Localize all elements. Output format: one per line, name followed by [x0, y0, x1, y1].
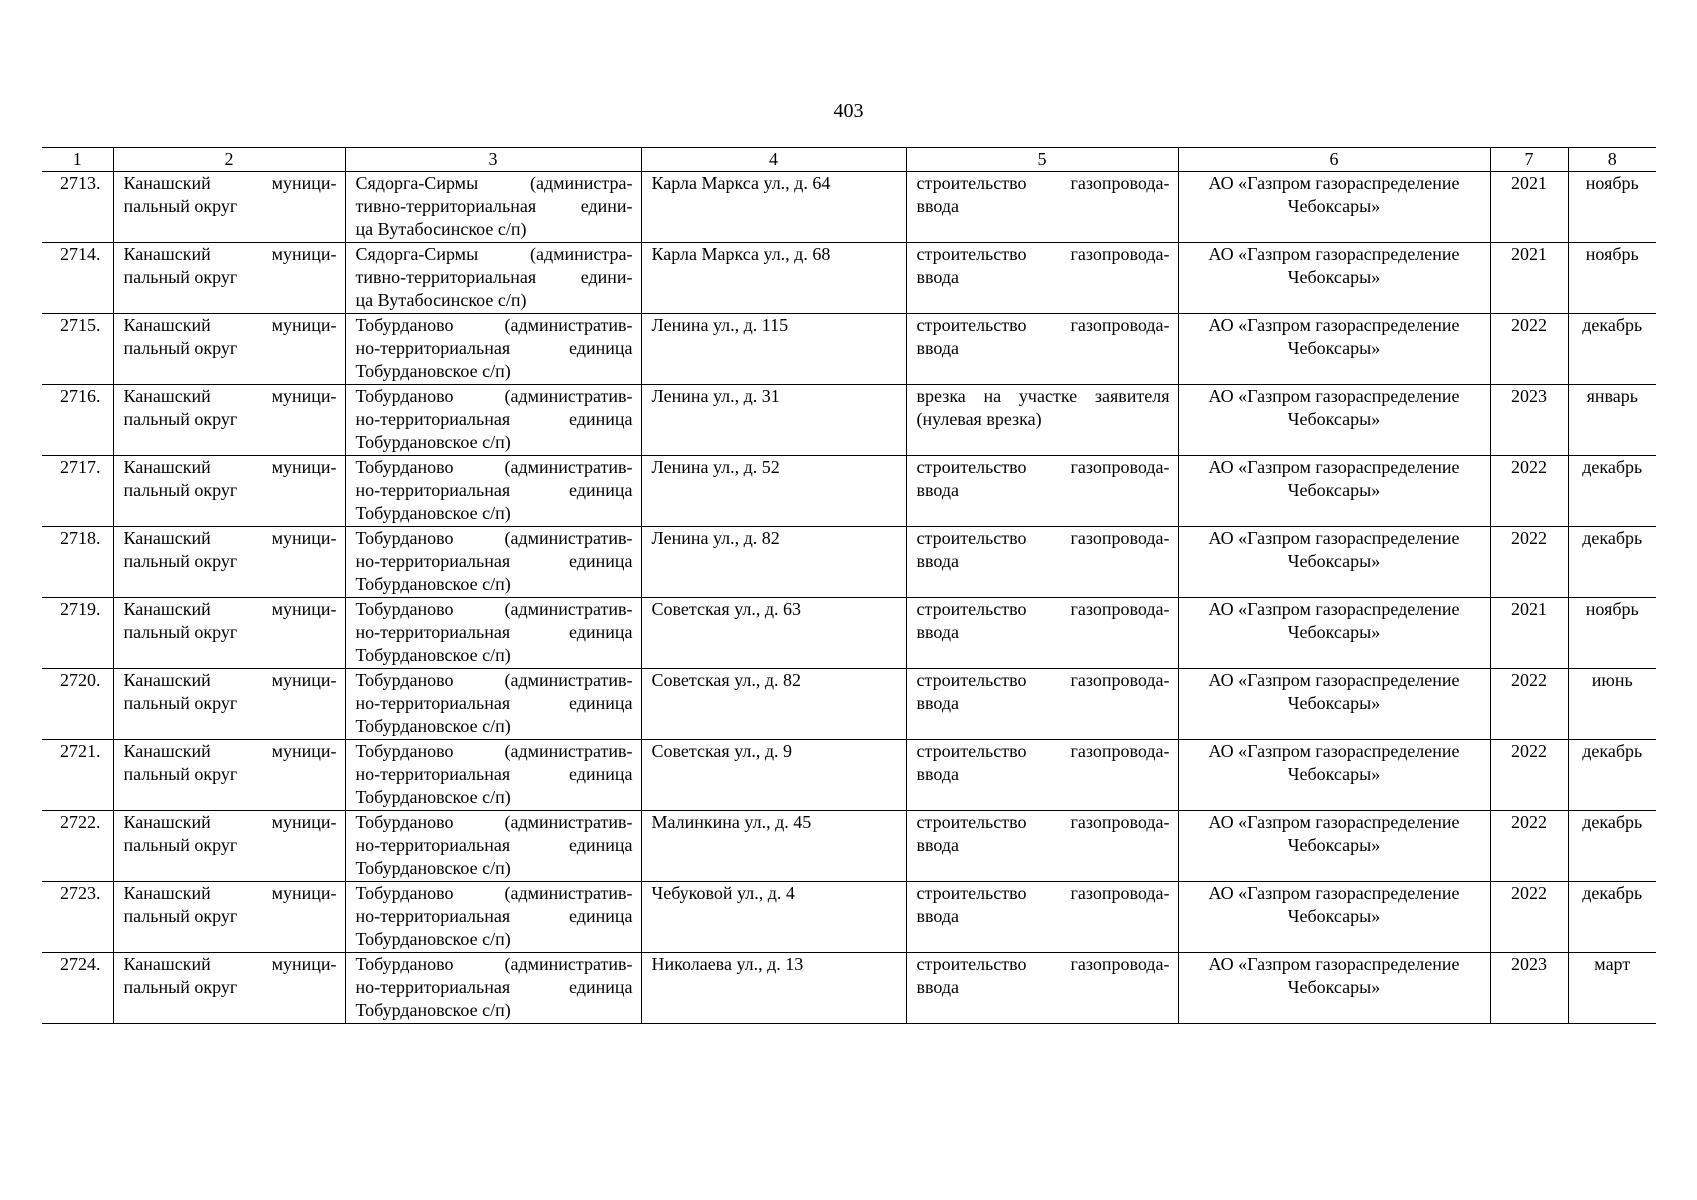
org-line: Чебоксары» [1287, 835, 1381, 855]
org-line: АО «Газпром газораспределение [1208, 457, 1460, 477]
district-cell [113, 456, 345, 527]
work-type-cell [906, 598, 1178, 669]
org-line: Чебоксары» [1287, 480, 1381, 500]
settlement-cell [345, 243, 641, 314]
organization-cell [1178, 456, 1490, 527]
settlement-line: Тобурданово (административ- [355, 386, 633, 406]
year-cell: 2022 [1490, 811, 1568, 882]
district-line: Канашский муници- [123, 812, 337, 832]
district-cell [113, 882, 345, 953]
work-line: строительство газопровода- [916, 883, 1170, 903]
settlement-cell [345, 314, 641, 385]
column-header: 4 [641, 148, 906, 172]
month-cell: январь [1568, 385, 1656, 456]
row-number-cell: 2721. [42, 740, 113, 811]
work-line: строительство газопровода- [916, 812, 1170, 832]
district-line: пальный округ [123, 622, 238, 642]
year-cell: 2021 [1490, 243, 1568, 314]
district-cell [113, 314, 345, 385]
table-row [42, 882, 1656, 953]
organization-cell [1178, 527, 1490, 598]
row-number-cell: 2716. [42, 385, 113, 456]
row-number-cell: 2714. [42, 243, 113, 314]
settlement-cell [345, 669, 641, 740]
organization-cell [1178, 598, 1490, 669]
settlement-cell [345, 385, 641, 456]
organization-cell [1178, 669, 1490, 740]
district-line: Канашский муници- [123, 883, 337, 903]
work-line: строительство газопровода- [916, 599, 1170, 619]
table-row [42, 456, 1656, 527]
settlement-cell [345, 882, 641, 953]
column-header: 2 [113, 148, 345, 172]
gasification-table [42, 147, 1656, 1024]
address-cell: Советская ул., д. 9 [641, 740, 906, 811]
settlement-cell [345, 456, 641, 527]
settlement-line: Тобурдановское с/п) [355, 645, 511, 665]
work-type-cell [906, 669, 1178, 740]
district-line: пальный округ [123, 480, 238, 500]
year-cell: 2022 [1490, 456, 1568, 527]
address-cell: Ленина ул., д. 115 [641, 314, 906, 385]
column-header: 8 [1568, 148, 1656, 172]
month-cell: декабрь [1568, 811, 1656, 882]
work-line: врезка на участке заявителя [916, 386, 1170, 406]
work-line: ввода [916, 551, 960, 571]
month-cell: ноябрь [1568, 172, 1656, 243]
settlement-line: но-территориальная единица [355, 622, 633, 642]
row-number-cell: 2724. [42, 953, 113, 1024]
settlement-line: Тобурданово (административ- [355, 599, 633, 619]
settlement-line: Тобурдановское с/п) [355, 361, 511, 381]
work-type-cell [906, 740, 1178, 811]
address-cell: Малинкина ул., д. 45 [641, 811, 906, 882]
settlement-line: но-территориальная единица [355, 906, 633, 926]
row-number-cell: 2719. [42, 598, 113, 669]
address-cell: Ленина ул., д. 82 [641, 527, 906, 598]
district-line: Канашский муници- [123, 741, 337, 761]
settlement-line: Тобурдановское с/п) [355, 1000, 511, 1020]
year-cell: 2022 [1490, 740, 1568, 811]
work-type-cell [906, 314, 1178, 385]
district-line: пальный округ [123, 906, 238, 926]
table-row [42, 527, 1656, 598]
row-number-cell: 2720. [42, 669, 113, 740]
work-line: ввода [916, 977, 960, 997]
work-line: ввода [916, 338, 960, 358]
year-cell: 2022 [1490, 882, 1568, 953]
settlement-line: Сядорга-Сирмы (администра- [355, 173, 633, 193]
column-header: 6 [1178, 148, 1490, 172]
table-row [42, 953, 1656, 1024]
page-number: 403 [833, 100, 864, 122]
settlement-line: но-территориальная единица [355, 693, 633, 713]
district-line: пальный округ [123, 409, 238, 429]
org-line: Чебоксары» [1287, 622, 1381, 642]
work-line: ввода [916, 622, 960, 642]
district-cell [113, 385, 345, 456]
work-line: ввода [916, 480, 960, 500]
work-type-cell [906, 811, 1178, 882]
settlement-line: Тобурданово (административ- [355, 528, 633, 548]
work-line: строительство газопровода- [916, 528, 1170, 548]
district-line: пальный округ [123, 551, 238, 571]
work-line: строительство газопровода- [916, 173, 1170, 193]
work-line: строительство газопровода- [916, 244, 1170, 264]
settlement-line: Сядорга-Сирмы (администра- [355, 244, 633, 264]
organization-cell [1178, 314, 1490, 385]
row-number-cell: 2713. [42, 172, 113, 243]
month-cell: ноябрь [1568, 598, 1656, 669]
year-cell: 2023 [1490, 953, 1568, 1024]
column-header: 5 [906, 148, 1178, 172]
settlement-line: Тобурданово (административ- [355, 670, 633, 690]
org-line: Чебоксары» [1287, 906, 1381, 926]
settlement-line: Тобурдановское с/п) [355, 858, 511, 878]
month-cell: декабрь [1568, 740, 1656, 811]
org-line: Чебоксары» [1287, 693, 1381, 713]
settlement-line: Тобурдановское с/п) [355, 716, 511, 736]
org-line: Чебоксары» [1287, 551, 1381, 571]
settlement-line: тивно-территориальная едини- [355, 267, 633, 287]
month-cell: декабрь [1568, 527, 1656, 598]
work-line: строительство газопровода- [916, 670, 1170, 690]
work-line: ввода [916, 906, 960, 926]
row-number-cell: 2718. [42, 527, 113, 598]
district-line: пальный округ [123, 267, 238, 287]
month-cell: декабрь [1568, 882, 1656, 953]
work-line: ввода [916, 693, 960, 713]
settlement-line: Тобурданово (административ- [355, 883, 633, 903]
settlement-line: но-территориальная единица [355, 551, 633, 571]
district-line: пальный округ [123, 196, 238, 216]
district-line: Канашский муници- [123, 457, 337, 477]
org-line: АО «Газпром газораспределение [1208, 599, 1460, 619]
table-row [42, 669, 1656, 740]
year-cell: 2022 [1490, 527, 1568, 598]
district-line: Канашский муници- [123, 599, 337, 619]
settlement-cell [345, 527, 641, 598]
settlement-line: но-территориальная единица [355, 835, 633, 855]
settlement-line: но-территориальная единица [355, 764, 633, 784]
district-line: пальный округ [123, 338, 238, 358]
district-cell [113, 172, 345, 243]
month-cell: июнь [1568, 669, 1656, 740]
org-line: АО «Газпром газораспределение [1208, 528, 1460, 548]
org-line: АО «Газпром газораспределение [1208, 954, 1460, 974]
settlement-line: Тобурданово (административ- [355, 457, 633, 477]
organization-cell [1178, 243, 1490, 314]
settlement-line: но-территориальная единица [355, 480, 633, 500]
district-line: Канашский муници- [123, 670, 337, 690]
work-type-cell [906, 882, 1178, 953]
settlement-line: тивно-территориальная едини- [355, 196, 633, 216]
year-cell: 2022 [1490, 314, 1568, 385]
table-row [42, 314, 1656, 385]
year-cell: 2022 [1490, 669, 1568, 740]
district-line: пальный округ [123, 693, 238, 713]
organization-cell [1178, 811, 1490, 882]
org-line: АО «Газпром газораспределение [1208, 812, 1460, 832]
table-row [42, 740, 1656, 811]
table-row [42, 598, 1656, 669]
organization-cell [1178, 882, 1490, 953]
row-number-cell: 2722. [42, 811, 113, 882]
work-type-cell [906, 172, 1178, 243]
row-number-cell: 2715. [42, 314, 113, 385]
column-header: 7 [1490, 148, 1568, 172]
month-cell: март [1568, 953, 1656, 1024]
org-line: Чебоксары» [1287, 267, 1381, 287]
org-line: АО «Газпром газораспределение [1208, 173, 1460, 193]
settlement-line: но-территориальная единица [355, 409, 633, 429]
org-line: АО «Газпром газораспределение [1208, 883, 1460, 903]
org-line: Чебоксары» [1287, 764, 1381, 784]
work-line: (нулевая врезка) [916, 409, 1042, 429]
district-line: пальный округ [123, 977, 238, 997]
work-type-cell [906, 527, 1178, 598]
address-cell: Карла Маркса ул., д. 64 [641, 172, 906, 243]
settlement-line: ца Вутабосинское с/п) [355, 290, 527, 310]
settlement-line: Тобурдановское с/п) [355, 432, 511, 452]
org-line: Чебоксары» [1287, 338, 1381, 358]
org-line: Чебоксары» [1287, 196, 1381, 216]
work-type-cell [906, 385, 1178, 456]
month-cell: ноябрь [1568, 243, 1656, 314]
table-row [42, 243, 1656, 314]
row-number-cell: 2723. [42, 882, 113, 953]
address-cell: Чебуковой ул., д. 4 [641, 882, 906, 953]
organization-cell [1178, 740, 1490, 811]
table-row [42, 385, 1656, 456]
work-line: строительство газопровода- [916, 315, 1170, 335]
district-line: Канашский муници- [123, 173, 337, 193]
settlement-line: но-территориальная единица [355, 977, 633, 997]
organization-cell [1178, 385, 1490, 456]
district-cell [113, 740, 345, 811]
settlement-cell [345, 953, 641, 1024]
settlement-cell [345, 598, 641, 669]
work-type-cell [906, 243, 1178, 314]
work-line: ввода [916, 267, 960, 287]
year-cell: 2021 [1490, 598, 1568, 669]
work-line: строительство газопровода- [916, 741, 1170, 761]
settlement-cell [345, 740, 641, 811]
org-line: АО «Газпром газораспределение [1208, 386, 1460, 406]
settlement-cell [345, 811, 641, 882]
address-cell: Ленина ул., д. 31 [641, 385, 906, 456]
settlement-line: Тобурданово (административ- [355, 741, 633, 761]
month-cell: декабрь [1568, 456, 1656, 527]
district-cell [113, 669, 345, 740]
org-line: Чебоксары» [1287, 977, 1381, 997]
year-cell: 2021 [1490, 172, 1568, 243]
table-row [42, 811, 1656, 882]
work-type-cell [906, 953, 1178, 1024]
header-row [42, 148, 1656, 172]
org-line: АО «Газпром газораспределение [1208, 741, 1460, 761]
work-type-cell [906, 456, 1178, 527]
column-header: 1 [42, 148, 113, 172]
district-line: пальный округ [123, 835, 238, 855]
district-cell [113, 811, 345, 882]
district-cell [113, 953, 345, 1024]
address-cell: Советская ул., д. 63 [641, 598, 906, 669]
column-header: 3 [345, 148, 641, 172]
work-line: строительство газопровода- [916, 954, 1170, 974]
settlement-line: Тобурдановское с/п) [355, 574, 511, 594]
settlement-line: Тобурдановское с/п) [355, 929, 511, 949]
settlement-line: Тобурдановское с/п) [355, 503, 511, 523]
month-cell: декабрь [1568, 314, 1656, 385]
settlement-line: Тобурданово (административ- [355, 315, 633, 335]
work-line: ввода [916, 835, 960, 855]
address-cell: Советская ул., д. 82 [641, 669, 906, 740]
year-cell: 2023 [1490, 385, 1568, 456]
district-line: пальный округ [123, 764, 238, 784]
organization-cell [1178, 172, 1490, 243]
district-line: Канашский муници- [123, 386, 337, 406]
settlement-line: но-территориальная единица [355, 338, 633, 358]
organization-cell [1178, 953, 1490, 1024]
work-line: ввода [916, 196, 960, 216]
address-cell: Николаева ул., д. 13 [641, 953, 906, 1024]
settlement-line: Тобурданово (административ- [355, 954, 633, 974]
org-line: Чебоксары» [1287, 409, 1381, 429]
district-cell [113, 598, 345, 669]
district-line: Канашский муници- [123, 528, 337, 548]
settlement-cell [345, 172, 641, 243]
org-line: АО «Газпром газораспределение [1208, 244, 1460, 264]
work-line: строительство газопровода- [916, 457, 1170, 477]
settlement-line: Тобурдановское с/п) [355, 787, 511, 807]
settlement-line: Тобурданово (административ- [355, 812, 633, 832]
district-line: Канашский муници- [123, 315, 337, 335]
org-line: АО «Газпром газораспределение [1208, 670, 1460, 690]
table-row [42, 172, 1656, 243]
settlement-line: ца Вутабосинское с/п) [355, 219, 527, 239]
district-cell [113, 527, 345, 598]
district-line: Канашский муници- [123, 244, 337, 264]
address-cell: Карла Маркса ул., д. 68 [641, 243, 906, 314]
address-cell: Ленина ул., д. 52 [641, 456, 906, 527]
row-number-cell: 2717. [42, 456, 113, 527]
district-cell [113, 243, 345, 314]
org-line: АО «Газпром газораспределение [1208, 315, 1460, 335]
district-line: Канашский муници- [123, 954, 337, 974]
work-line: ввода [916, 764, 960, 784]
